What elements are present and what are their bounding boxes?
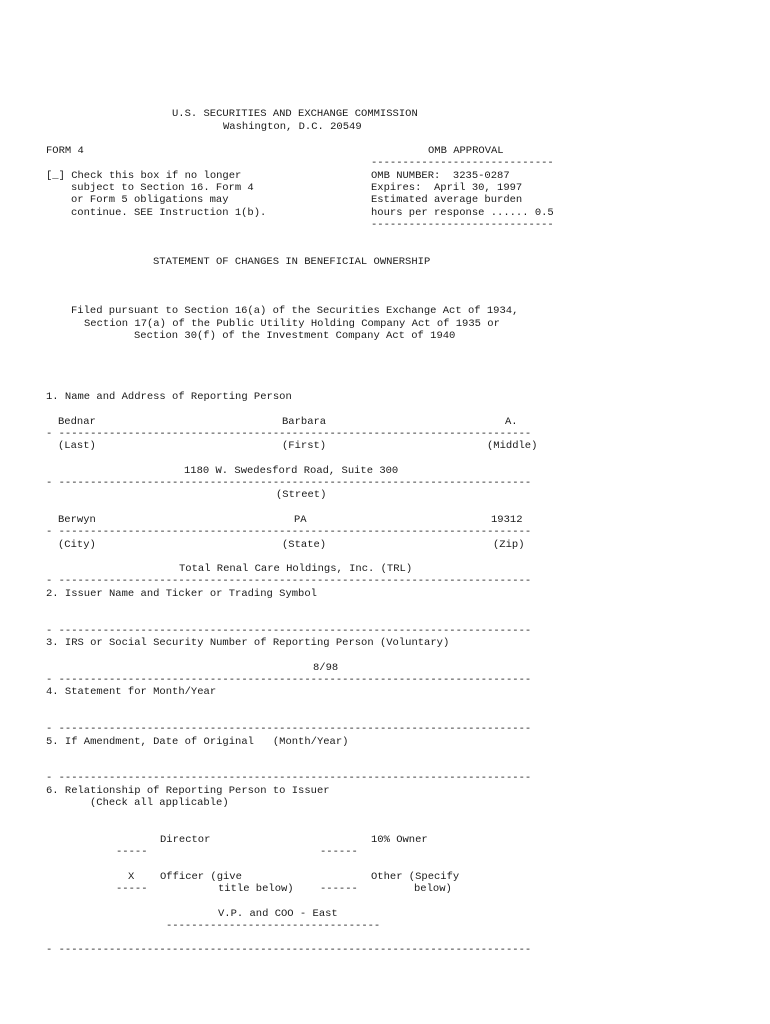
rule-city: - --------------------------------------------------------------------------- — [46, 526, 532, 538]
statement-month-year-value: 8/98 — [313, 662, 339, 674]
first-name-value: Barbara — [282, 416, 327, 428]
rule-bottom: - --------------------------------------------------------------------------- — [46, 944, 532, 956]
rule-statement: - --------------------------------------------------------------------------- — [46, 674, 532, 686]
zip-value: 19312 — [491, 514, 523, 526]
last-name-value: Bednar — [58, 416, 96, 428]
omb-rule-top: ----------------------------- — [371, 157, 554, 169]
state-value: PA — [294, 514, 307, 526]
first-label: (First) — [282, 440, 327, 452]
item2-label: 2. Issuer Name and Ticker or Trading Symbol — [46, 588, 317, 600]
omb-burden-line1: Estimated average burden — [371, 194, 523, 206]
omb-burden-line2: hours per response ...... 0.5 — [371, 207, 554, 219]
officer-check-mark[interactable]: X — [128, 871, 135, 883]
rule-street: - --------------------------------------------------------------------------- — [46, 477, 532, 489]
item1-label: 1. Name and Address of Reporting Person — [46, 391, 292, 403]
street-label: (Street) — [276, 489, 327, 501]
agency-location: Washington, D.C. 20549 — [223, 121, 362, 133]
other-option-line1: Other (Specify — [371, 871, 460, 883]
last-label: (Last) — [58, 440, 96, 452]
officer-option-line1: Officer (give — [160, 871, 242, 883]
street-value: 1180 W. Swedesford Road, Suite 300 — [184, 465, 399, 477]
officer-title-rule: ---------------------------------- — [166, 920, 381, 932]
rule-irs: - --------------------------------------------------------------------------- — [46, 625, 532, 637]
state-label: (State) — [282, 539, 327, 551]
omb-approval-title: OMB APPROVAL — [428, 145, 504, 157]
rule-relationship: - --------------------------------------------------------------------------- — [46, 772, 532, 784]
issuer-name-value: Total Renal Care Holdings, Inc. (TRL) — [179, 563, 413, 575]
director-option: Director — [160, 834, 211, 846]
no-longer-checkbox[interactable]: [_] Check this box if no longer — [46, 170, 242, 182]
rule-issuer: - --------------------------------------------------------------------------- — [46, 575, 532, 587]
filed-pursuant-line2: Section 17(a) of the Public Utility Holding Company Act of 1935 or — [84, 318, 500, 330]
officer-blank[interactable]: ----- — [116, 883, 148, 895]
omb-rule-bottom: ----------------------------- — [371, 219, 554, 231]
ten-percent-owner-blank[interactable]: ------ — [320, 846, 358, 858]
filed-pursuant-line3: Section 30(f) of the Investment Company Act of 1940 — [134, 330, 456, 342]
form-number: FORM 4 — [46, 145, 84, 157]
rule-amendment: - --------------------------------------------------------------------------- — [46, 723, 532, 735]
other-option-line2: below) — [414, 883, 452, 895]
city-value: Berwyn — [58, 514, 96, 526]
middle-name-value: A. — [505, 416, 518, 428]
ten-percent-owner-option: 10% Owner — [371, 834, 428, 846]
director-blank[interactable]: ----- — [116, 846, 148, 858]
rule-name: - --------------------------------------------------------------------------- — [46, 428, 532, 440]
checkbox-text-line3: or Form 5 obligations may — [71, 194, 229, 206]
item5-label: 5. If Amendment, Date of Original (Month/Year) — [46, 736, 349, 748]
item4-label: 4. Statement for Month/Year — [46, 686, 217, 698]
item6-label: 6. Relationship of Reporting Person to Issuer — [46, 785, 330, 797]
agency-name: U.S. SECURITIES AND EXCHANGE COMMISSION — [172, 108, 418, 120]
statement-title: STATEMENT OF CHANGES IN BENEFICIAL OWNERSHIP — [153, 256, 431, 268]
item6-sublabel: (Check all applicable) — [90, 797, 229, 809]
city-label: (City) — [58, 539, 96, 551]
checkbox-text-line4: continue. SEE Instruction 1(b). — [71, 207, 267, 219]
zip-label: (Zip) — [493, 539, 525, 551]
officer-title-value: V.P. and COO - East — [218, 908, 338, 920]
omb-expires: Expires: April 30, 1997 — [371, 182, 523, 194]
officer-option-line2: title below) — [218, 883, 294, 895]
other-blank[interactable]: ------ — [320, 883, 358, 895]
omb-number: OMB NUMBER: 3235-0287 — [371, 170, 510, 182]
item3-label: 3. IRS or Social Security Number of Reporting Person (Voluntary) — [46, 637, 450, 649]
filed-pursuant-line1: Filed pursuant to Section 16(a) of the Securities Exchange Act of 1934, — [71, 305, 519, 317]
middle-label: (Middle) — [487, 440, 538, 452]
checkbox-text-line2: subject to Section 16. Form 4 — [71, 182, 254, 194]
